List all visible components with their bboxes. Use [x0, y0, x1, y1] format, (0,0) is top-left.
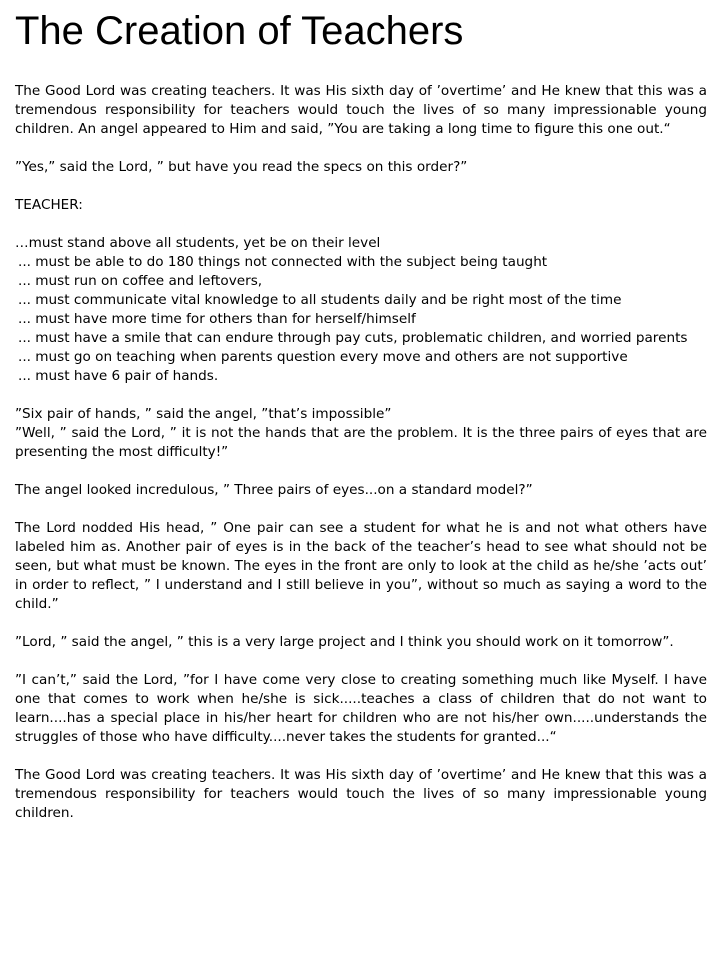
- teacher-requirements-list: [15, 234, 707, 386]
- document-body: [15, 82, 707, 823]
- paragraph-cant: ”I can’t,” said the Lord, ”for I have come very close to creating something much like Myself. I have one that comes to work when he/she is sick.....teaches a class of children that do not want to learn....has a special place in his/her heart for children who are not his/her own.....understands the struggles of those who have difficulty....never takes the students for granted...“: [15, 672, 707, 745]
- paragraph-three-pairs: ”Well, ” said the Lord, ” it is not the hands that are the problem. It is the three pairs of eyes that are presenting the most difficulty!”: [15, 425, 707, 460]
- list-item: ... must have more time for others than for herself/himself: [18, 311, 416, 327]
- paragraph-opening: The Good Lord was creating teachers. It was His sixth day of ’overtime’ and He knew that this was a tremendous responsibility for teachers would touch the lives of so many impressionable young children. An angel appeared to Him and said, ”You are taking a long time to figure this one out.“: [15, 83, 707, 137]
- list-item: ... must have a smile that can endure through pay cuts, problematic children, and worried parents: [18, 330, 688, 346]
- paragraph-incredulous: The angel looked incredulous, ” Three pairs of eyes...on a standard model?”: [15, 482, 533, 498]
- list-item: ... must have 6 pair of hands.: [18, 368, 219, 384]
- list-item: …must stand above all students, yet be on their level: [15, 235, 381, 251]
- paragraph-closing: The Good Lord was creating teachers. It was His sixth day of ’overtime’ and He knew that this was a tremendous responsibility for teachers would touch the lives of so many impressionable young children.: [15, 767, 707, 821]
- list-item: ... must go on teaching when parents question every move and others are not supportive: [18, 349, 628, 365]
- paragraph-large-project: ”Lord, ” said the angel, ” this is a very large project and I think you should work on it tomorrow”.: [15, 634, 674, 650]
- paragraph-specs: ”Yes,” said the Lord, ” but have you read the specs on this order?”: [15, 159, 468, 175]
- paragraph-eyes: The Lord nodded His head, ” One pair can see a student for what he is and not what others have labeled him as. Another pair of eyes is in the back of the teacher’s head to see what should not be seen, but what must be known. The eyes in the front are only to look at the child as he/she ’acts out’ in order to reflect, ” I understand and I still believe in you”, without so much as saying a word to the child.”: [15, 520, 707, 612]
- paragraph-six-hands: ”Six pair of hands, ” said the angel, ”that’s impossible”: [15, 406, 392, 422]
- page-title: The Creation of Teachers: [15, 9, 464, 53]
- list-item: ... must be able to do 180 things not connected with the subject being taught: [18, 254, 548, 270]
- list-item: ... must run on coffee and leftovers,: [18, 273, 263, 289]
- list-item: ... must communicate vital knowledge to all students daily and be right most of the time: [18, 292, 622, 308]
- paragraph-teacher-heading: TEACHER:: [15, 197, 83, 213]
